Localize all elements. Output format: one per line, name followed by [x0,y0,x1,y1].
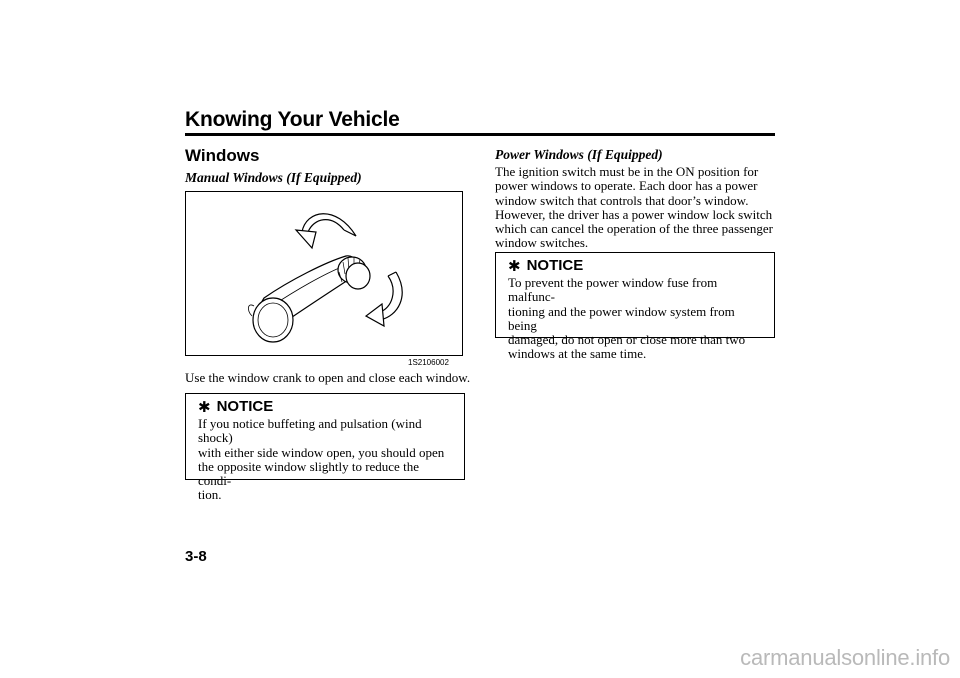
page-number: 3-8 [185,548,207,565]
notice-line: tioning and the power window system from being [508,303,735,333]
notice-line: the opposite window slightly to reduce the condi- [198,458,419,489]
paragraph-line: window switches. [495,235,589,251]
notice-label: NOTICE [216,398,274,415]
paragraph-line: window switch that controls that door’s window. [495,192,749,208]
power-window-notice [495,252,775,362]
window-crank-figure [185,191,463,356]
notice-line: windows at the same time. [508,346,647,362]
notice-line: To prevent the power window fuse from malfunc- [508,275,718,305]
crank-caption: Use the window crank to open and close each window. [185,370,471,385]
power-windows-subheading: Power Windows (If Equipped) [495,147,663,162]
paragraph-line: However, the driver has a power window lock switch [495,206,773,222]
notice-line: tion. [198,487,222,503]
notice-line: If you notice buffeting and pulsation (wind shock) [198,416,422,446]
notice-header [198,398,454,415]
windows-heading: Windows [185,146,260,165]
figure-id: 1S2106002 [408,358,449,367]
notice-line: with either side window open, you should open [198,444,445,460]
manual-windows-subheading: Manual Windows (If Equipped) [185,170,362,185]
notice-label: NOTICE [526,257,584,274]
header-rule [185,133,775,136]
section-title: Knowing Your Vehicle [185,108,400,131]
notice-line: damaged, do not open or close more than two [508,332,746,348]
power-windows-paragraph [495,165,785,251]
notice-icon: ✱ [198,397,211,416]
watermark: carmanualsonline.info [740,645,950,670]
window-crank-illustration [186,192,464,357]
notice-header [508,257,764,274]
paragraph-line: power windows to operate. Each door has a power [495,178,758,194]
notice-icon: ✱ [508,256,521,275]
paragraph-line: which can cancel the operation of the three passenger [495,221,773,237]
wind-shock-notice [185,393,465,503]
paragraph-line: The ignition switch must be in the ON position for [495,164,759,179]
